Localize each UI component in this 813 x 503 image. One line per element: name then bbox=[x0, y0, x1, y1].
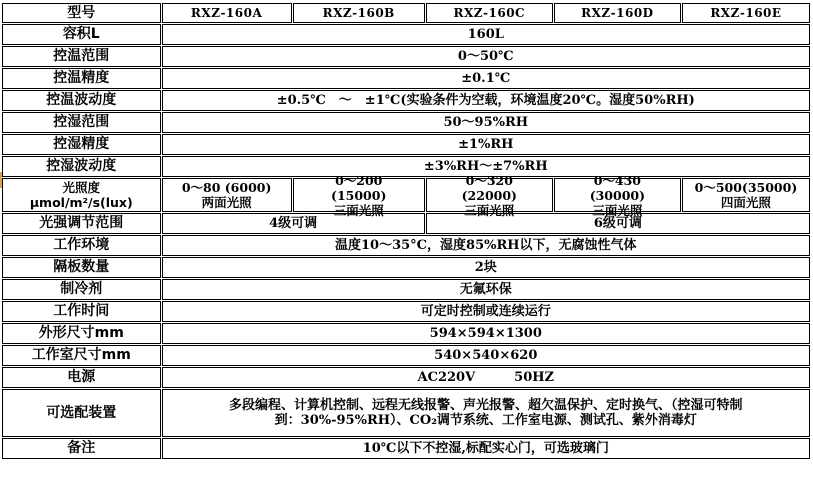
options-line-2: 到：30%-95%RH）、CO₂调节系统、工作室电源、测试孔、紫外消毒灯 bbox=[274, 413, 697, 428]
options-label: 可选配装置 bbox=[2, 389, 161, 437]
illuminance-e-range: 0～500(35000) bbox=[694, 180, 798, 195]
shelves-label: 隔板数量 bbox=[2, 257, 161, 278]
illuminance-row bbox=[2, 178, 810, 212]
illuminance-d bbox=[554, 173, 681, 218]
refrigerant-row bbox=[2, 279, 810, 300]
illuminance-d-lux: (30000) bbox=[589, 188, 646, 203]
illuminance-a bbox=[162, 178, 292, 212]
humidity-fluctuation-value: ±3%RH～±7%RH bbox=[162, 156, 810, 177]
illuminance-c bbox=[426, 173, 553, 218]
options-line-1: 多段编程、计算机控制、远程无线报警、声光报警、超欠温保护、定时换气、（控湿可特制 bbox=[229, 398, 743, 413]
environment-row bbox=[2, 235, 810, 256]
remarks-value: 10℃以下不控湿,标配实心门，可选玻璃门 bbox=[162, 438, 810, 459]
outer-size-row bbox=[2, 323, 810, 344]
illuminance-label bbox=[2, 178, 161, 212]
chamber-size-row bbox=[2, 345, 810, 366]
remarks-label: 备注 bbox=[2, 438, 161, 459]
spec-table bbox=[1, 2, 811, 460]
light-adjust-label: 光强调节范围 bbox=[2, 213, 161, 234]
temp-fluctuation-row bbox=[2, 90, 810, 111]
humidity-range-row bbox=[2, 112, 810, 133]
remarks-row bbox=[2, 438, 810, 459]
temp-precision-value: ±0.1℃ bbox=[162, 68, 810, 89]
model-e: RXZ-160E bbox=[682, 3, 810, 23]
outer-size-value: 594×594×1300 bbox=[162, 323, 810, 344]
illuminance-a-faces: 两面光照 bbox=[201, 195, 252, 210]
model-label: 型号 bbox=[2, 3, 161, 23]
illuminance-e-faces: 四面光照 bbox=[720, 195, 771, 210]
shelves-row bbox=[2, 257, 810, 278]
environment-label: 工作环境 bbox=[2, 235, 161, 256]
temp-fluctuation-value: ±0.5℃ ～ ±1℃(实验条件为空载，环境温度20℃。湿度50%RH) bbox=[162, 90, 810, 111]
humidity-precision-label: 控湿精度 bbox=[2, 134, 161, 155]
refrigerant-label: 制冷剂 bbox=[2, 279, 161, 300]
capacity-value: 160L bbox=[162, 24, 810, 45]
illuminance-c-range: 0～320 bbox=[465, 173, 513, 188]
model-a: RXZ-160A bbox=[162, 3, 292, 23]
chamber-size-value: 540×540×620 bbox=[162, 345, 810, 366]
options-row bbox=[2, 389, 810, 437]
work-time-value: 可定时控制或连续运行 bbox=[162, 301, 810, 322]
humidity-range-label: 控湿范围 bbox=[2, 112, 161, 133]
temp-range-row bbox=[2, 46, 810, 67]
power-row bbox=[2, 367, 810, 388]
illuminance-label-unit: μmol/m²/s(lux) bbox=[29, 195, 133, 210]
temp-precision-row bbox=[2, 68, 810, 89]
temp-range-label: 控温范围 bbox=[2, 46, 161, 67]
humidity-precision-row bbox=[2, 134, 810, 155]
illuminance-b-lux: (15000) bbox=[331, 188, 387, 203]
work-time-label: 工作时间 bbox=[2, 301, 161, 322]
temp-fluctuation-label: 控温波动度 bbox=[2, 90, 161, 111]
shelves-value: 2块 bbox=[162, 257, 810, 278]
temp-precision-label: 控温精度 bbox=[2, 68, 161, 89]
illuminance-d-range: 0～430 bbox=[593, 173, 641, 188]
illuminance-c-lux: (22000) bbox=[461, 188, 517, 203]
illuminance-b-faces: 三面光照 bbox=[333, 203, 384, 218]
model-c: RXZ-160C bbox=[426, 3, 553, 23]
light-adjust-value-b: 6级可调 bbox=[426, 213, 810, 234]
refrigerant-value: 无氟环保 bbox=[162, 279, 810, 300]
power-label: 电源 bbox=[2, 367, 161, 388]
light-adjust-value-a: 4级可调 bbox=[162, 213, 425, 234]
chamber-size-label: 工作室尺寸mm bbox=[2, 345, 161, 366]
temp-range-value: 0～50℃ bbox=[162, 46, 810, 67]
illuminance-c-faces: 三面光照 bbox=[464, 203, 515, 218]
model-d: RXZ-160D bbox=[554, 3, 681, 23]
work-time-row bbox=[2, 301, 810, 322]
outer-size-label: 外形尺寸mm bbox=[2, 323, 161, 344]
illuminance-e bbox=[682, 178, 810, 212]
capacity-label: 容积L bbox=[2, 24, 161, 45]
capacity-row bbox=[2, 24, 810, 45]
illuminance-b bbox=[293, 173, 425, 218]
environment-value: 温度10～35°C，湿度85%RH以下，无腐蚀性气体 bbox=[162, 235, 810, 256]
illuminance-a-range: 0～80 (6000) bbox=[181, 180, 272, 195]
options-value bbox=[162, 389, 810, 437]
header-row bbox=[2, 3, 810, 23]
power-value: AC220V 50HZ bbox=[162, 367, 810, 388]
model-b: RXZ-160B bbox=[293, 3, 425, 23]
humidity-precision-value: ±1%RH bbox=[162, 134, 810, 155]
humidity-fluctuation-label: 控湿波动度 bbox=[2, 156, 161, 177]
humidity-range-value: 50～95%RH bbox=[162, 112, 810, 133]
illuminance-b-range: 0～200 bbox=[335, 173, 383, 188]
illuminance-d-faces: 三面光照 bbox=[592, 203, 643, 218]
illuminance-label-title: 光照度 bbox=[62, 180, 101, 195]
